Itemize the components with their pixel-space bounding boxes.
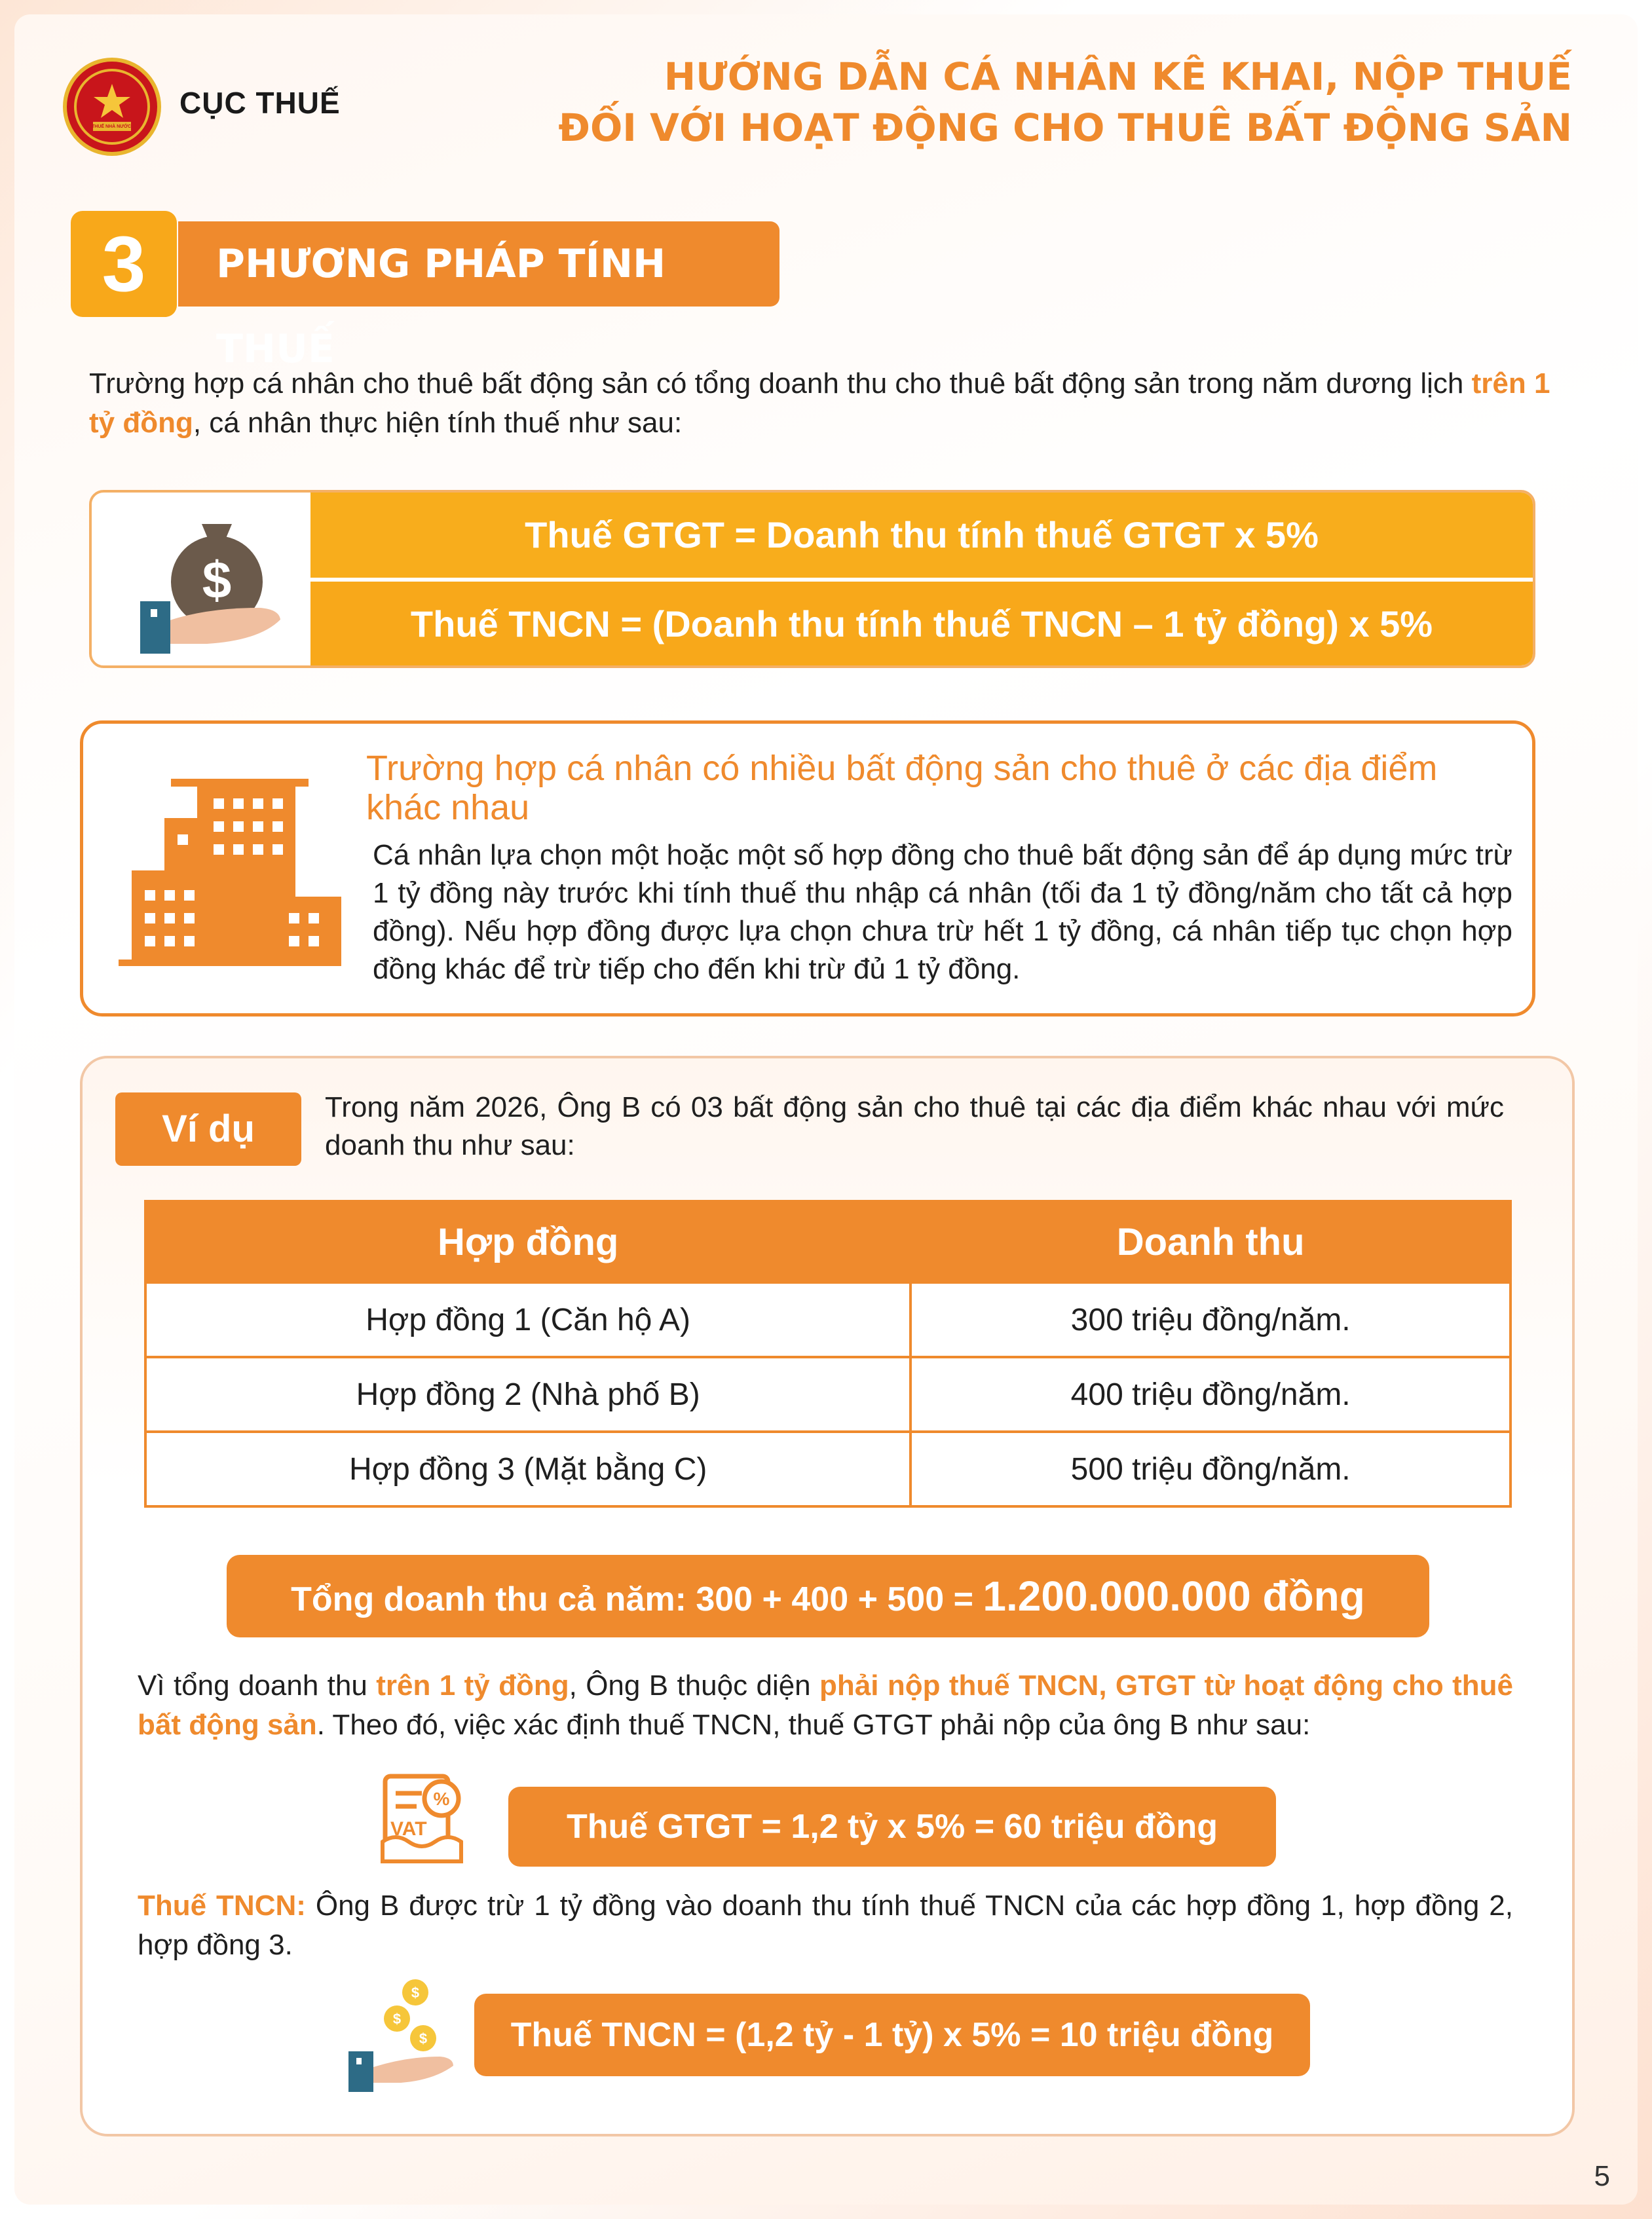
vat-result: Thuế GTGT = 1,2 tỷ x 5% = 60 triệu đồng bbox=[508, 1787, 1276, 1867]
example-label: Ví dụ bbox=[115, 1092, 301, 1166]
seal-label: THUẾ NHÀ NƯỚC bbox=[92, 124, 131, 129]
section-number: 3 bbox=[71, 211, 177, 317]
vat-document-icon bbox=[376, 1770, 474, 1868]
svg-text:$: $ bbox=[202, 551, 232, 609]
svg-text:$: $ bbox=[419, 2030, 428, 2047]
table-cell-contract: Hợp đồng 2 (Nhà phố B) bbox=[145, 1357, 910, 1432]
table-cell-revenue: 500 triệu đồng/năm. bbox=[910, 1432, 1511, 1506]
money-bag-hand-icon bbox=[128, 510, 286, 654]
vat-icon-label: VAT bbox=[390, 1818, 427, 1840]
example-explanation bbox=[138, 1666, 1513, 1745]
org-name: CỤC THUẾ bbox=[179, 86, 341, 120]
formula-box bbox=[89, 490, 1535, 668]
coins-hand-icon bbox=[342, 1975, 460, 2093]
intro-paragraph bbox=[89, 364, 1563, 443]
pit-result: Thuế TNCN = (1,2 tỷ - 1 tỷ) x 5% = 10 triệu đồng bbox=[474, 1994, 1310, 2076]
table-row bbox=[145, 1282, 1511, 1357]
pit-formula: Thuế TNCN = (Doanh thu tính thuế TNCN – 1 tỷ đồng) x 5% bbox=[310, 582, 1533, 667]
pit-label: Thuế TNCN: bbox=[138, 1890, 306, 1922]
page-number: 5 bbox=[1594, 2160, 1610, 2192]
page-title bbox=[558, 51, 1572, 153]
tax-department-seal-icon bbox=[63, 58, 161, 156]
table-header-revenue: Doanh thu bbox=[910, 1201, 1511, 1282]
vat-formula: Thuế GTGT = Doanh thu tính thuế GTGT x 5% bbox=[310, 493, 1533, 578]
table-header-contract: Hợp đồng bbox=[145, 1201, 910, 1282]
example-box bbox=[80, 1056, 1575, 2136]
explanation-highlight-1: trên 1 tỷ đồng bbox=[376, 1669, 569, 1702]
explanation-text-2: , Ông B thuộc diện bbox=[569, 1669, 820, 1702]
table-cell-contract: Hợp đồng 1 (Căn hộ A) bbox=[145, 1282, 910, 1357]
multi-property-title: Trường hợp cá nhân có nhiều bất động sản cho thuê ở các địa điểm khác nhau bbox=[366, 749, 1438, 827]
intro-text-1: Trường hợp cá nhân cho thuê bất động sản có tổng doanh thu cho thuê bất động sản trong năm dương lịch bbox=[89, 367, 1472, 400]
table-row bbox=[145, 1432, 1511, 1506]
svg-text:$: $ bbox=[411, 1985, 420, 2001]
explanation-text-3: . Theo đó, việc xác định thuế TNCN, thuế GTGT phải nộp của ông B như sau: bbox=[316, 1709, 1311, 1741]
section-title: PHƯƠNG PHÁP TÍNH THUẾ bbox=[178, 221, 779, 307]
revenue-table bbox=[144, 1200, 1512, 1508]
table-header-row bbox=[145, 1201, 1511, 1282]
multi-property-text: Cá nhân lựa chọn một hoặc một số hợp đồng cho thuê bất động sản để áp dụng mức trừ 1 tỷ đồng này trước khi tính thuế thu nhập cá nhân (tối đa 1 tỷ đồng/năm cho tất cả hợp đồng). Nếu hợp đồng được lựa chọn chưa trừ hết 1 tỷ đồng, cá nhân tiếp tục chọn hợp đồng khác để trừ tiếp cho đến khi trừ đủ 1 tỷ đồng. bbox=[373, 839, 1512, 985]
total-revenue bbox=[227, 1555, 1429, 1637]
buildings-icon bbox=[112, 772, 348, 969]
explanation-highlight-2: phải nộp thuế TNCN, GTGT từ hoạt động cho thuê bất động sản bbox=[138, 1669, 1513, 1741]
pit-explanation bbox=[138, 1886, 1513, 1965]
multi-property-box bbox=[80, 720, 1535, 1016]
intro-highlight: trên 1 tỷ đồng bbox=[89, 367, 1550, 439]
svg-text:%: % bbox=[433, 1789, 450, 1809]
table-cell-contract: Hợp đồng 3 (Mặt bằng C) bbox=[145, 1432, 910, 1506]
table-cell-revenue: 400 triệu đồng/năm. bbox=[910, 1357, 1511, 1432]
table-row bbox=[145, 1357, 1511, 1432]
page-title-line2: ĐỐI VỚI HOẠT ĐỘNG CHO THUÊ BẤT ĐỘNG SẢN bbox=[558, 105, 1572, 150]
example-intro: Trong năm 2026, Ông B có 03 bất động sản cho thuê tại các địa điểm khác nhau với mức doanh thu như sau: bbox=[325, 1091, 1504, 1161]
svg-text:$: $ bbox=[392, 2011, 402, 2027]
page-title-line1: HƯỚNG DẪN CÁ NHÂN KÊ KHAI, NỘP THUẾ bbox=[664, 54, 1572, 99]
intro-text-2: , cá nhân thực hiện tính thuế như sau: bbox=[193, 407, 683, 439]
pit-explanation-text: Ông B được trừ 1 tỷ đồng vào doanh thu tính thuế TNCN của các hợp đồng 1, hợp đồng 2, hợp đồng 3. bbox=[138, 1890, 1513, 1961]
explanation-text-1: Vì tổng doanh thu bbox=[138, 1669, 377, 1702]
total-revenue-label: Tổng doanh thu cả năm: 300 + 400 + 500 = bbox=[291, 1580, 983, 1618]
total-revenue-value: 1.200.000.000 đồng bbox=[983, 1573, 1365, 1620]
table-cell-revenue: 300 triệu đồng/năm. bbox=[910, 1282, 1511, 1357]
